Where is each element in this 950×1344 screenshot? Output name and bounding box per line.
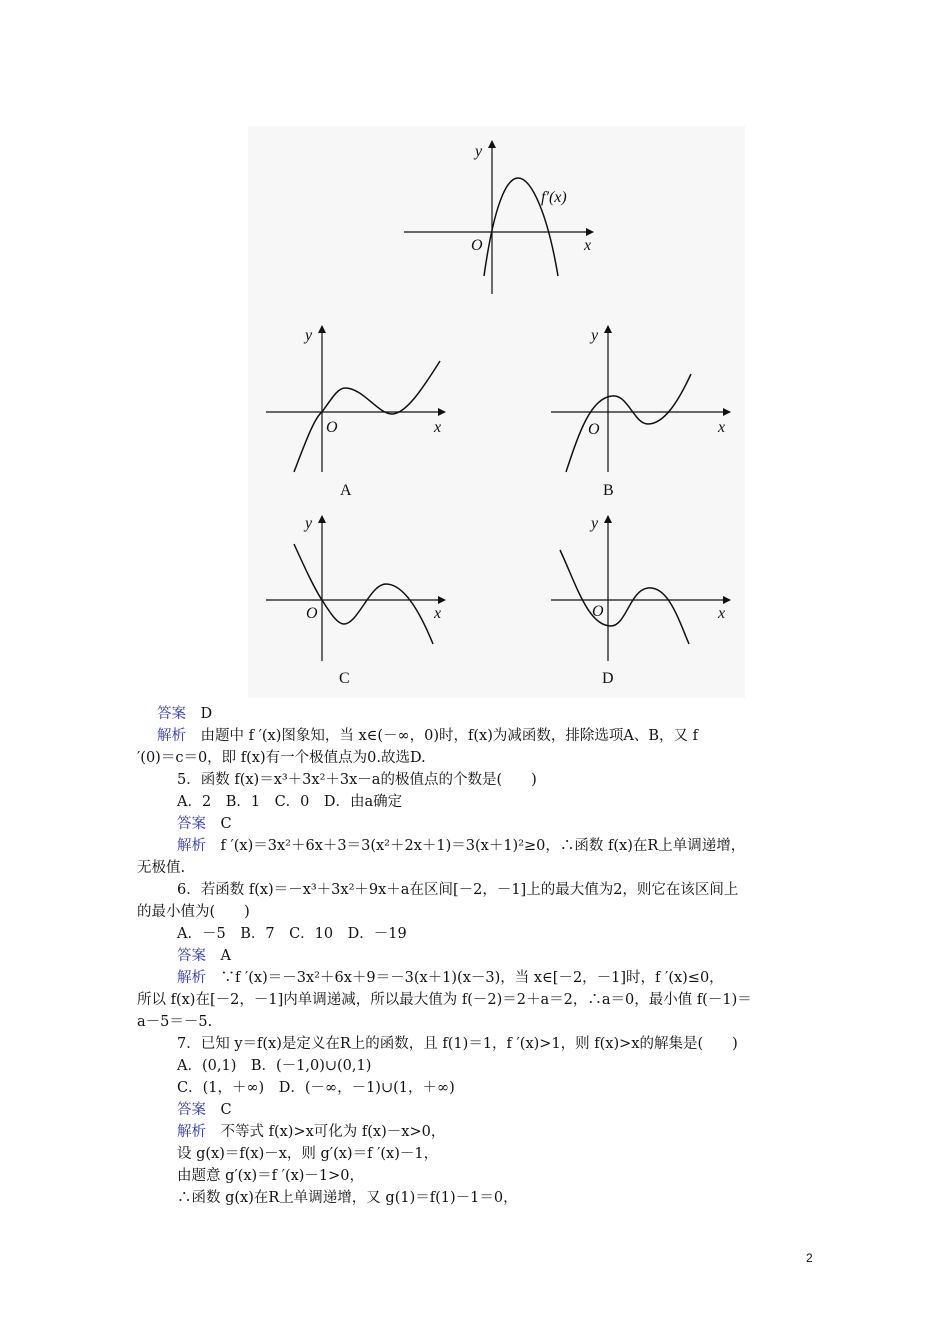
keyword-label: 答案 [157,706,186,722]
keyword-label: 答案 [177,1102,206,1118]
graph-a-label: A [340,482,352,499]
line-text: 设 g(x)＝f(x)－x，则 g′(x)＝f ′(x)－1， [177,1146,439,1162]
line-text: 无极值. [137,860,186,876]
text-line [157,725,698,747]
graph-a-x-label: x [434,419,442,436]
line-text: 5．函数 f(x)＝x³＋3x²＋3x－a的极值点的个数是( ) [177,772,537,788]
top-origin-label: O [471,237,483,254]
text-line [137,747,426,769]
line-text: C [206,816,232,832]
graph-d-label: D [602,670,614,687]
line-text: 6．若函数 f(x)＝－x³＋3x²＋9x＋a在区间[－2，－1]上的最大值为2，则它在该区间上 [177,882,739,898]
text-line [137,1011,212,1033]
line-text: 的最小值为( ) [137,904,250,920]
top-y-label: y [475,143,483,160]
graphs-svg [248,126,745,698]
keyword-label: 解析 [177,838,206,854]
text-line [177,945,231,967]
line-text: 所以 f(x)在[－2，－1]内单调递减，所以最大值为 f(－2)＝2＋a＝2，∴a＝0，最小值 f(－1)＝ [137,992,752,1008]
text-line [177,1187,518,1209]
text-line [137,857,185,879]
keyword-label: 答案 [177,816,206,832]
text-line [177,769,537,791]
graph-d-origin: O [592,603,604,620]
graph-d-x-label: x [718,605,726,622]
text-line [177,791,402,813]
graph-c-origin: O [306,605,318,622]
text-line [177,923,407,945]
figure [248,126,745,698]
line-text: A．(0,1) B．(－1,0)∪(0,1) [177,1058,372,1074]
graph-a-y-label: y [305,327,313,344]
graph-a-origin: O [326,419,338,436]
line-text: A．－5 B．7 C．10 D．－19 [177,926,407,942]
line-text: A [206,948,231,964]
graph-c-x-label: x [434,605,442,622]
line-text: 由题意 g′(x)＝f ′(x)－1>0， [177,1168,365,1184]
text-line [177,813,232,835]
line-text: 7．已知 y＝f(x)是定义在R上的函数，且 f(1)＝1，f ′(x)>1，则 f(x)>x的解集是( ) [177,1036,738,1052]
top-x-label: x [584,237,592,254]
graph-b-x-label: x [718,419,726,436]
graph-b-label: B [603,482,614,499]
text-line [177,1055,371,1077]
keyword-label: 解析 [177,970,206,986]
graph-b-origin: O [588,421,600,438]
graph-c-label: C [339,670,350,687]
graph-c-y-label: y [305,515,313,532]
keyword-label: 答案 [177,948,206,964]
text-line [177,1077,455,1099]
graph-d-y-label: y [591,515,599,532]
text-line [177,1099,232,1121]
text-line [177,1033,738,1055]
text-line [177,1143,438,1165]
graph-b-y-label: y [591,327,599,344]
text-line [177,1165,364,1187]
line-text: 由题中 f ′(x)图象知，当 x∈(－∞，0)时，f(x)为减函数，排除选项A、B，又 f [186,728,698,744]
line-text: ∴函数 g(x)在R上单调递增，又 g(1)＝f(1)－1＝0， [177,1190,518,1206]
keyword-label: 解析 [157,728,186,744]
line-text: ∵f ′(x)＝－3x²＋6x＋9＝－3(x＋1)(x－3)，当 x∈[－2，－1]时，f ′(x)≤0， [206,970,724,986]
page-number: 2 [806,1251,813,1265]
text-line [177,835,745,857]
text-line [157,703,212,725]
text-line [177,967,724,989]
line-text: A．2 B．1 C．0 D．由a确定 [177,794,403,810]
line-text: C [206,1102,232,1118]
line-text: f ′(x)＝3x²＋6x＋3＝3(x²＋2x＋1)＝3(x＋1)²≥0，∴函数 f(x)在R上单调递增， [206,838,746,854]
text-line [177,879,738,901]
text-line [137,989,752,1011]
line-text: 不等式 f(x)>x可化为 f(x)－x>0， [206,1124,446,1140]
text-line [177,1121,445,1143]
line-text: a－5＝－5. [137,1014,213,1030]
fprime-label: f′(x) [541,189,567,206]
text-line [137,901,250,923]
line-text: ′(0)＝c＝0，即 f(x)有一个极值点为0.故选D. [137,750,426,766]
line-text: D [186,706,213,722]
line-text: C．(1，＋∞) D．(－∞，－1)∪(1，＋∞) [177,1080,455,1096]
keyword-label: 解析 [177,1124,206,1140]
